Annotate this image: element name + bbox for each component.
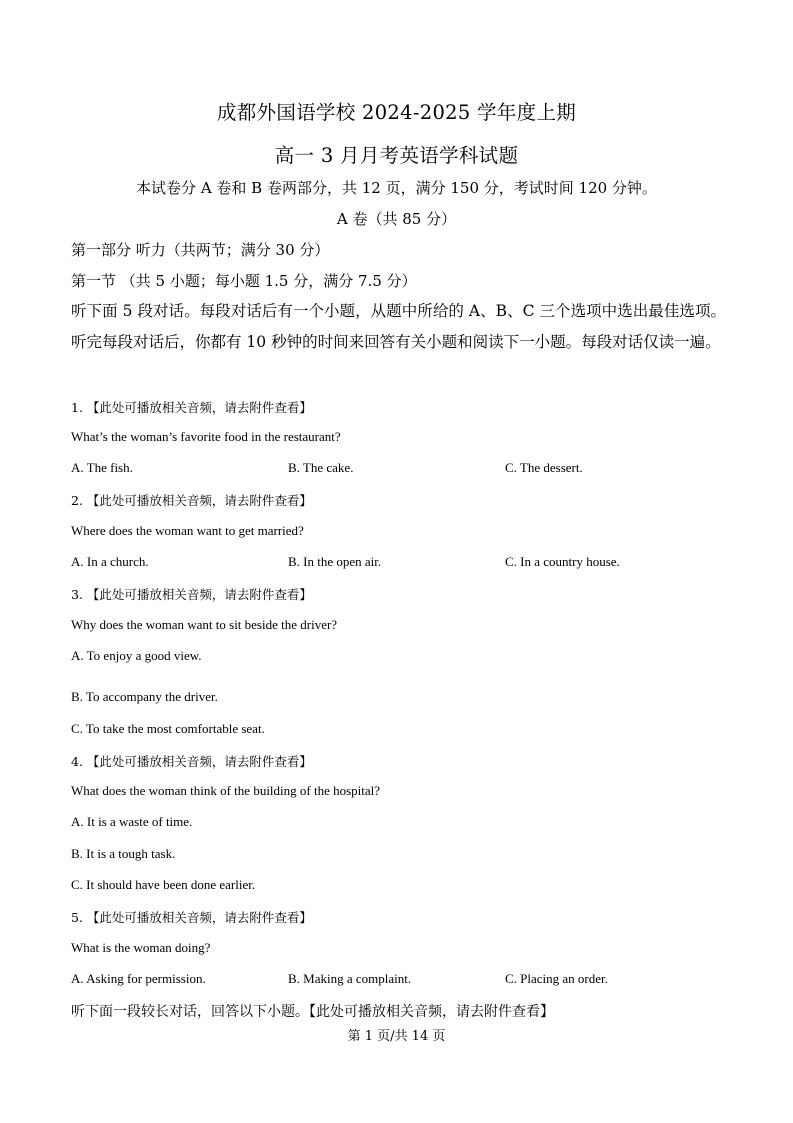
question-1-audio[interactable]	[71, 398, 312, 416]
question-2-audio[interactable]	[71, 491, 312, 509]
question-2-option-b[interactable]: B. In the open air.	[288, 554, 382, 569]
long-dialogue-instruction: 听下面一段较长对话，回答以下小题。【此处可播放相关音频，请去附件查看】	[71, 1004, 554, 1020]
volume-heading: A 卷（共 85 分）	[336, 210, 457, 228]
listening-instructions: 听下面 5 段对话。每段对话后有一个小题，从题中所给的 A、B、C 三个选项中选出最佳选项。听完每段对话后，你都有 10 秒钟的时间来回答有关小题和阅读下一小题。每段对话仅读一遍。	[71, 302, 726, 351]
question-number: 4.	[71, 754, 83, 769]
question-number: 1.	[71, 400, 83, 415]
question-5-audio[interactable]	[71, 908, 312, 926]
exam-title: 成都外国语学校 2024-2025 学年度上期	[216, 101, 577, 124]
question-4-option-a[interactable]: A. It is a waste of time.	[71, 814, 193, 829]
question-4-audio[interactable]	[71, 752, 312, 770]
question-3-text: Why does the woman want to sit beside the driver?	[71, 617, 338, 632]
question-5-option-b[interactable]: B. Making a complaint.	[288, 971, 412, 986]
question-1-option-c[interactable]: C. The dessert.	[505, 460, 583, 475]
page-footer: 第 1 页/共 14 页	[347, 1029, 446, 1044]
audio-placeholder: 【此处可播放相关音频，请去附件查看】	[86, 587, 312, 602]
question-1-option-b[interactable]: B. The cake.	[288, 460, 354, 475]
question-5-option-a[interactable]: A. Asking for permission.	[71, 971, 206, 986]
question-1-option-a[interactable]: A. The fish.	[71, 460, 133, 475]
question-3-option-a[interactable]: A. To enjoy a good view.	[71, 648, 202, 663]
audio-placeholder: 【此处可播放相关音频，请去附件查看】	[86, 493, 312, 508]
question-1-text: What’s the woman’s favorite food in the restaurant?	[71, 429, 341, 444]
question-2-option-c[interactable]: C. In a country house.	[505, 554, 620, 569]
question-3-option-b[interactable]: B. To accompany the driver.	[71, 689, 218, 704]
question-2-text: Where does the woman want to get married?	[71, 523, 304, 538]
question-3-audio[interactable]	[71, 585, 312, 603]
question-5-option-c[interactable]: C. Placing an order.	[505, 971, 608, 986]
question-4-option-c[interactable]: C. It should have been done earlier.	[71, 877, 256, 892]
audio-placeholder: 【此处可播放相关音频，请去附件查看】	[86, 754, 312, 769]
exam-intro: 本试卷分 A 卷和 B 卷两部分，共 12 页，满分 150 分，考试时间 120 分钟。	[136, 179, 657, 197]
question-number: 5.	[71, 910, 83, 925]
section-heading: 第一节 （共 5 小题；每小题 1.5 分，满分 7.5 分）	[71, 272, 417, 290]
audio-placeholder: 【此处可播放相关音频，请去附件查看】	[86, 910, 312, 925]
question-number: 3.	[71, 587, 83, 602]
question-4-text: What does the woman think of the building of the hospital?	[71, 783, 381, 798]
question-3-option-c[interactable]: C. To take the most comfortable seat.	[71, 721, 265, 736]
exam-subtitle: 高一 3 月月考英语学科试题	[274, 144, 519, 167]
part-heading: 第一部分 听力（共两节；满分 30 分）	[71, 241, 330, 259]
audio-placeholder: 【此处可播放相关音频，请去附件查看】	[86, 400, 312, 415]
question-2-option-a[interactable]: A. In a church.	[71, 554, 149, 569]
question-4-option-b[interactable]: B. It is a tough task.	[71, 846, 176, 861]
question-5-text: What is the woman doing?	[71, 940, 211, 955]
question-number: 2.	[71, 493, 83, 508]
